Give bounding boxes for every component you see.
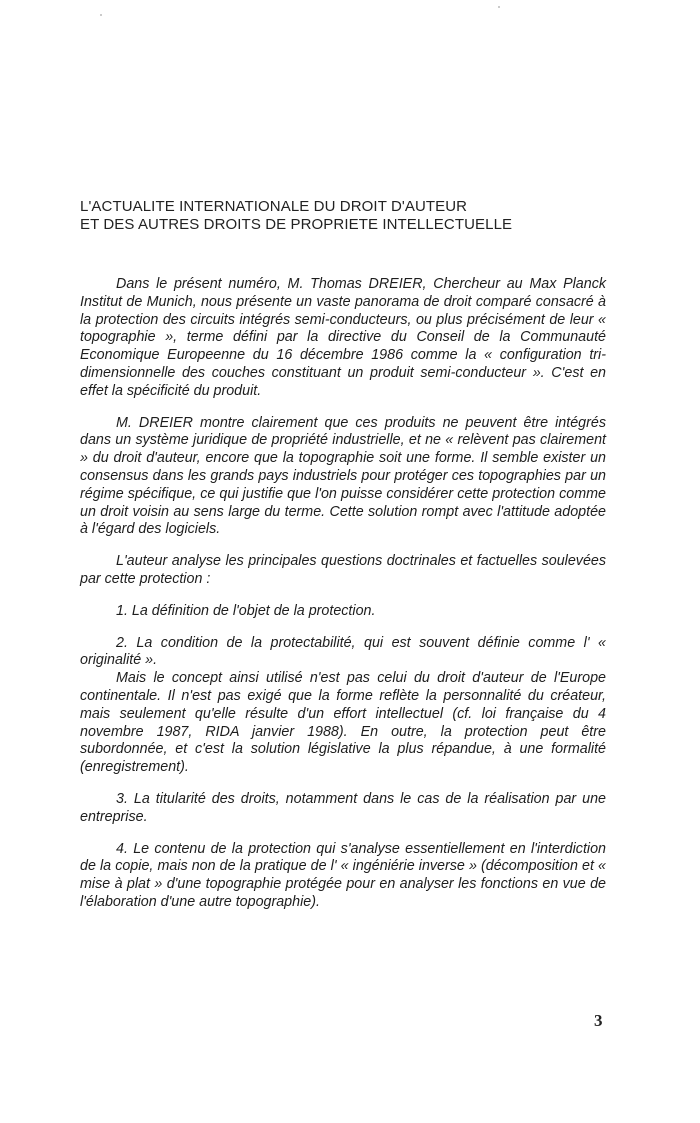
paragraph-questions: L'auteur analyse les principales questions doctrinales et factuelles soulevées par cette protection : <box>80 553 606 587</box>
section-heading <box>80 198 620 234</box>
article-body <box>80 276 606 912</box>
list-item-2-continued: Mais le concept ainsi utilisé n'est pas celui du droit d'auteur de l'Europe continentale. Il n'est pas exigé que la forme reflète la personnalité du créateur, mais seulement qu'elle résulte d'un effort intellectuel (cf. loi française du 4 novembre 1987, RIDA janvier 1988). En outre, la protection peut être subordonnée, et c'est la solution législative la plus répandue, à une formalité (enregistrement). <box>80 670 606 776</box>
list-item-4: 4. Le contenu de la protection qui s'analyse essentiellement en l'interdiction de la copie, mais non de la pratique de l' « ingéniérie inverse » (décomposition et « mise à plat » d'une topographie protégée pour en analyser les fonctions en vue de l'élaboration d'une autre topographie). <box>80 840 606 910</box>
paragraph-intro: Dans le présent numéro, M. Thomas DREIER, Chercheur au Max Planck Institut de Munich, nous présente un vaste panorama de droit comparé consacré à la protection des circuits intégrés semi-conducteurs, ou plus précisément de leur « topographie », terme défini par la directive du Conseil de la Communauté Economique Europeenne du 16 décembre 1986 comme la « configuration tri-dimensionnelle des couches constituant un produit semi-conducteur ». C'est en effet la spécificité du produit. <box>80 276 606 399</box>
scan-speck <box>100 14 102 16</box>
heading-line-2: ET DES AUTRES DROITS DE PROPRIETE INTELLECTUELLE <box>80 216 513 233</box>
list-item-3: 3. La titularité des droits, notamment dans le cas de la réalisation par une entreprise. <box>80 790 606 825</box>
paragraph-dreier: M. DREIER montre clairement que ces produits ne peuvent être intégrés dans un système juridique de propriété industrielle, et ne « relèvent pas clairement » du droit d'auteur, encore que la topographie soit une forme. Il semble exister un consensus dans les grands pays industriels pour protéger ces topographies par un régime spécifique, ce qui justifie que l'on puisse considérer cette protection comme un droit voisin au sens large du terme. Cette solution rompt avec l'attitude adoptée à l'égard des logiciels. <box>80 414 606 538</box>
page-number: 3 <box>594 1011 603 1030</box>
scan-speck <box>498 6 500 8</box>
list-item-1: 1. La définition de l'objet de la protection. <box>116 602 376 619</box>
list-item-2: 2. La condition de la protectabilité, qui est souvent définie comme l' « originalité ». <box>80 634 606 669</box>
heading-line-1: L'ACTUALITE INTERNATIONALE DU DROIT D'AUTEUR <box>80 198 468 215</box>
